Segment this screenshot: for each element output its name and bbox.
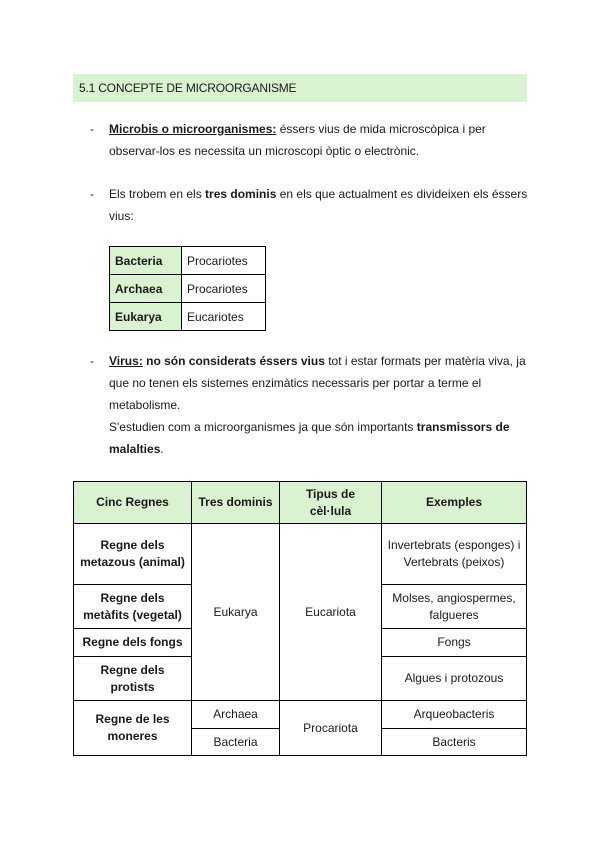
virus-term: Virus: — [109, 354, 143, 368]
column-header: Cinc Regnes — [74, 482, 192, 524]
cell-type-cell: Procariota — [280, 701, 382, 756]
cell-type-cell: Eucariota — [280, 524, 382, 701]
domain-name: Eukarya — [110, 303, 182, 331]
table-header-row — [74, 482, 527, 524]
bullet-dominis: Els trobem en els tres dominis en els que actualment es divideixen els éssers vius: — [109, 187, 528, 223]
microbis-definition: éssers vius de mida microscòpica i per observar-los es necessita un microscopi òptic o electrònic. — [109, 122, 486, 158]
exemples-cell: Molses, angiospermes, falgueres — [382, 585, 527, 629]
table-row — [110, 247, 266, 275]
transmissors-bold: transmissors de malalties — [109, 420, 510, 456]
section-heading: 5.1 CONCEPTE DE MICROORGANISME — [73, 74, 527, 102]
regne-cell: Regne dels protists — [74, 657, 192, 701]
microbis-term: Microbis o microorganismes: — [109, 122, 277, 136]
domain-cell: Eukarya — [192, 524, 280, 701]
regne-cell: Regne dels metàfits (vegetal) — [74, 585, 192, 629]
bullet-dash: - — [90, 354, 94, 368]
exemples-cell: Algues i protozous — [382, 657, 527, 701]
domain-name: Archaea — [110, 275, 182, 303]
regne-cell: Regne dels fongs — [74, 629, 192, 657]
column-header: Tipus de cèl·lula — [280, 482, 382, 524]
domain-cell: Archaea — [192, 701, 280, 729]
cell-type: Procariotes — [182, 275, 266, 303]
exemples-cell: Bacteris — [382, 729, 527, 756]
bullet-microbis — [109, 118, 529, 162]
kingdoms-table — [73, 481, 527, 756]
domain-cell: Bacteria — [192, 729, 280, 756]
bullet-dash: - — [90, 187, 94, 201]
exemples-cell: Fongs — [382, 629, 527, 657]
bullet-virus: Virus: no són considerats éssers vius tot i estar formats per matèria viva, ja que no tenen els sistemes enzimàtics necessaris per portar a terme el metabolisme. S'estudien com a microorganismes ja que són importants transmissors de malalties. — [109, 354, 526, 456]
tres-dominis-bold: tres dominis — [205, 187, 277, 201]
exemples-cell: Arqueobacteris — [382, 701, 527, 729]
table-row — [110, 303, 266, 331]
table-row — [74, 524, 527, 585]
column-header: Exemples — [382, 482, 527, 524]
table-row — [110, 275, 266, 303]
regne-cell: Regne dels metazous (animal) — [74, 524, 192, 585]
exemples-cell: Invertebrats (esponges) i Vertebrats (peixos) — [382, 524, 527, 585]
domains-table — [109, 246, 266, 331]
domain-name: Bacteria — [110, 247, 182, 275]
column-header: Tres dominis — [192, 482, 280, 524]
table-row — [74, 701, 527, 729]
bullet-dash: - — [90, 122, 94, 136]
cell-type: Eucariotes — [182, 303, 266, 331]
cell-type: Procariotes — [182, 247, 266, 275]
regne-cell: Regne de les moneres — [74, 701, 192, 756]
